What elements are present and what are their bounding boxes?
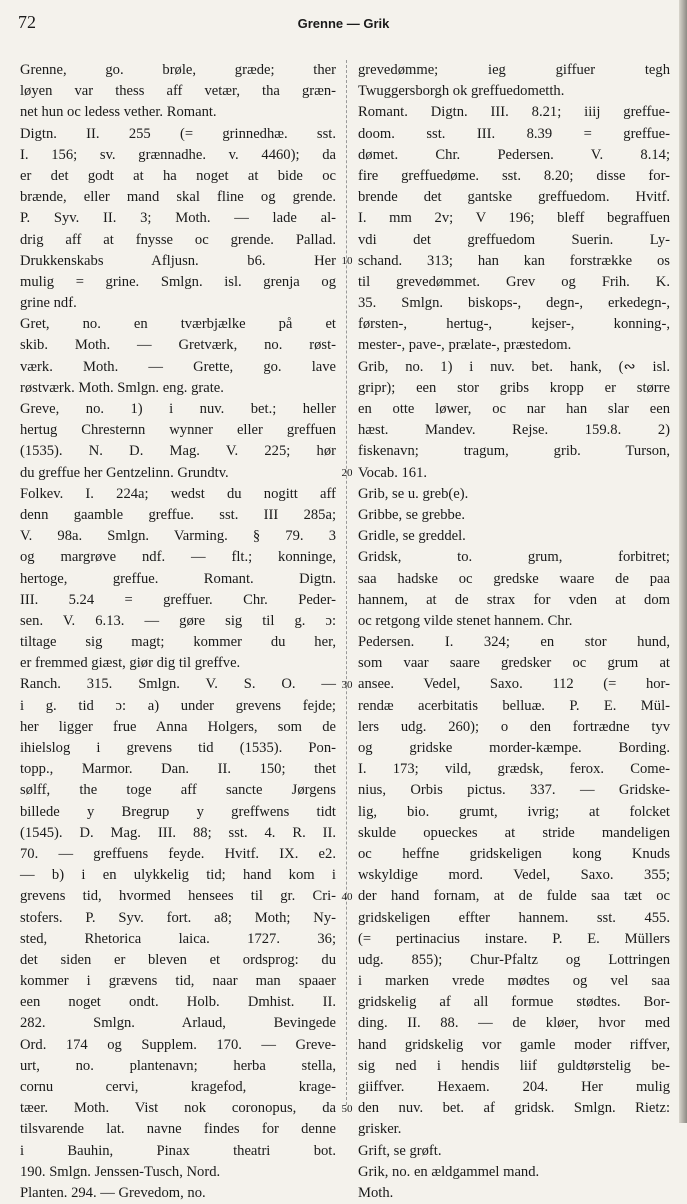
right-column-line: førsten-, hertug-, kejser-, konning-,: [358, 316, 670, 333]
right-column-line: sig ned i hendis liif guldtørstelig be-: [358, 1057, 670, 1074]
right-column-line: gridskelig af all formue stødtes. Bor-: [358, 994, 670, 1011]
right-column-line: schand. 313; han kan forstrække os: [358, 252, 670, 269]
left-column-line: topp., Marmor. Dan. II. 150; thet: [20, 761, 336, 778]
right-column-line: der hand fornam, at de fulde saa tæt oc: [358, 888, 670, 905]
right-column-line: lig, bio. grumt, ivrig; at folcket: [358, 803, 670, 820]
left-column-line: røstværk. Moth. Smlgn. eng. grate.: [20, 379, 224, 396]
right-column-line: I. 173; vild, grædsk, ferox. Come-: [358, 761, 670, 778]
right-column-line: Gribbe, se grebbe.: [358, 506, 465, 523]
left-column-line: tilsvarende lat. navne findes for denne: [20, 1121, 336, 1138]
left-column-line: grevens tid, hvormed hensees til gr. Cri-: [20, 888, 336, 905]
left-column-line: tiltage sig magt; kommer du her,: [20, 634, 336, 651]
left-column-line: kommer i grævens tid, naar man spaaer: [20, 973, 336, 990]
left-column-line: tæer. Moth. Vist nok coronopus, da: [20, 1100, 336, 1117]
line-number: 10: [341, 254, 353, 267]
page-header: [0, 8, 687, 34]
right-column-line: hand gridskelig vor gamle moder riffver,: [358, 1036, 670, 1053]
left-column-line: og margrøve ndf. — flt.; konninge,: [20, 549, 336, 566]
line-number: 20: [341, 466, 353, 479]
right-column-line: den nuv. bet. af gridsk. Smlgn. Rietz:: [358, 1100, 670, 1117]
left-column: [20, 60, 336, 1201]
left-column-line: een noget ondt. Holb. Dmhist. II.: [20, 994, 336, 1011]
right-column-line: ding. II. 88. — de kløer, hvor med: [358, 1015, 670, 1032]
right-column-line: hæst. Mandev. Rejse. 159.8. 2): [358, 422, 670, 439]
left-column-line: P. Syv. II. 3; Moth. — lade al-: [20, 210, 336, 227]
right-column-line: Moth.: [358, 1184, 394, 1201]
right-column-line: (= pertinacius instare. P. E. Müllers: [358, 930, 670, 947]
left-column-line: 70. — greffuens feyde. Hvitf. IX. e2.: [20, 845, 336, 862]
right-column-line: Grik, no. en ældgammel mand.: [358, 1163, 540, 1180]
line-number: 40: [341, 890, 353, 903]
column-divider: [346, 60, 347, 1105]
line-number: 30: [341, 678, 353, 691]
left-column-line: sen. V. 6.13. — gøre sig til g. ɔ:: [20, 612, 336, 629]
left-column-line: — b) i en ulykkelig tid; hand kom i: [20, 867, 336, 884]
left-column-line: 282. Smlgn. Arlaud, Bevingede: [20, 1015, 336, 1032]
left-column-line: billede y Bregrup y greffwens tidt: [20, 803, 336, 820]
page-number: 72: [18, 12, 36, 32]
right-column-line: 35. Smlgn. biskops-, degn-, erkedegn-,: [358, 295, 670, 312]
right-column-line: til grevedømmet. Grev og Frih. K.: [358, 273, 670, 290]
right-column-line: nius, Orbis pictus. 337. — Gridske-: [358, 782, 670, 799]
left-column-line: Folkev. I. 224a; wedst du nogitt aff: [20, 485, 336, 502]
left-column-line: Grenne, go. brøle, græde; ther: [20, 62, 336, 78]
right-column-line: gripr); een stor gribs kropp er større: [358, 379, 670, 396]
left-column-line: her ligger frue Anna Holgers, som de: [20, 718, 336, 735]
right-column-line: Grib, se u. greb(e).: [358, 485, 469, 502]
left-column-line: er det godt at ha noget at bide oc: [20, 167, 336, 184]
left-column-line: er fremmed giæst, giør dig til greffve.: [20, 655, 241, 672]
left-column-line: sølff, the toge aff sancte Jørgens: [20, 782, 336, 799]
right-column-line: lers udg. 260); o den fortrædne tyv: [358, 718, 670, 735]
right-column-line: vdi det greffuedom Suerin. Ly-: [358, 231, 670, 248]
left-column-line: Digtn. II. 255 (= grinnedhæ. sst.: [20, 125, 336, 142]
right-column-line: udg. 855); Chur-Pfaltz og Lottringen: [358, 951, 670, 968]
right-column-line: Grib, no. 1) i nuv. bet. hank, (∾ isl.: [358, 358, 670, 375]
right-column-line: oc heffne gridskeligen kong Knuds: [358, 845, 670, 862]
right-column-line: saa hadske oc gredske waare de paa: [358, 570, 670, 587]
right-column-line: hannem, at de strax for vden at dom: [358, 591, 670, 608]
left-column-line: V. 98a. Smlgn. Varming. § 79. 3: [20, 528, 336, 545]
left-column-line: i Bauhin, Pinax theatri bot.: [20, 1142, 336, 1159]
right-column-line: grisker.: [358, 1121, 402, 1138]
right-column-line: wskyldige mord. Vedel, Saxo. 355;: [358, 867, 670, 884]
right-column-line: en otte løwer, oc nar han slar een: [358, 401, 670, 417]
right-column-line: i marken vrede mødtes og vel saa: [358, 973, 670, 990]
left-column-line: i g. tid ɔ: a) under grevens fejde;: [20, 697, 336, 714]
right-column-line: fire greffuedøme. sst. 8.20; disse for-: [358, 167, 670, 184]
left-column-line: cornu cervi, kragefod, krage-: [20, 1079, 336, 1095]
left-column-line: Planten. 294. — Grevedom, no.: [20, 1184, 206, 1201]
left-column-line: Gret, no. en tværbjælke på et: [20, 316, 336, 333]
left-column-line: Ranch. 315. Smlgn. V. S. O. —: [20, 676, 336, 693]
right-column-line: Romant. Digtn. III. 8.21; iiij greffue-: [358, 104, 670, 121]
left-column-line: brænde, eller mand skal fline og grende.: [20, 189, 336, 206]
right-column-line: doom. sst. III. 8.39 = greffue-: [358, 125, 670, 142]
right-column-line: grevedømme; ieg giffuer tegh: [358, 62, 670, 78]
right-column-line: I. mm 2v; V 196; bleff begraffuen: [358, 210, 670, 227]
left-column-line: ihielslog i grevens tid (1535). Pon-: [20, 740, 336, 756]
left-column-line: grine ndf.: [20, 295, 77, 312]
right-column: [358, 60, 670, 1201]
left-column-line: hertug Chresternn wynner eller greffuen: [20, 422, 336, 439]
line-number: 50: [341, 1102, 353, 1115]
right-column-line: Gridsk, to. grum, forbitret;: [358, 549, 670, 566]
left-column-line: mulig = grine. Smlgn. isl. grenja og: [20, 273, 336, 290]
left-column-line: Greve, no. 1) i nuv. bet.; heller: [20, 401, 336, 417]
left-column-line: hertoge, greffue. Romant. Digtn.: [20, 570, 336, 587]
running-title: Grenne — Grik: [297, 16, 390, 31]
left-column-line: urt, no. plantenavn; herba stella,: [20, 1057, 336, 1074]
left-column-line: drig aff at fnysse oc grende. Pallad.: [20, 231, 336, 248]
right-column-line: Gridle, se greddel.: [358, 528, 466, 545]
left-column-line: stofers. P. Syv. fort. a8; Moth; Ny-: [20, 909, 336, 926]
right-column-line: som vaar saare gredsker oc grum at: [358, 655, 670, 672]
left-column-line: løyen var thess aff vetær, tha græn-: [20, 83, 336, 100]
left-column-line: I. 156; sv. grænnadhe. v. 4460); da: [20, 146, 336, 163]
right-column-line: oc retgong vilde stenet hannem. Chr.: [358, 612, 573, 629]
right-column-line: dømet. Chr. Pedersen. V. 8.14;: [358, 146, 670, 163]
left-column-line: III. 5.24 = greffuer. Chr. Peder-: [20, 591, 336, 608]
right-column-line: ansee. Vedel, Saxo. 112 (= hor-: [358, 676, 670, 693]
left-column-line: denn gaamble greffue. sst. III 285a;: [20, 506, 336, 523]
left-column-line: værk. Moth. — Grette, go. lave: [20, 358, 336, 375]
left-column-line: det siden er bleven et ordsprog: du: [20, 951, 336, 968]
left-column-line: skib. Moth. — Gretværk, no. røst-: [20, 337, 336, 354]
right-column-line: fiskenavn; tragum, grib. Turson,: [358, 443, 670, 460]
right-column-line: Grift, se grøft.: [358, 1142, 442, 1159]
right-column-line: mester-, pave-, prælate-, præstedom.: [358, 337, 572, 354]
right-column-line: Twuggersborgh ok greffuedometth.: [358, 83, 565, 100]
left-column-line: (1545). D. Mag. III. 88; sst. 4. R. II.: [20, 824, 336, 841]
left-column-line: net hun oc ledess vether. Romant.: [20, 104, 217, 121]
left-column-line: Drukkenskabs Afljusn. b6. Her: [20, 252, 336, 269]
right-column-line: giiffver. Hexaem. 204. Her mulig: [358, 1079, 670, 1095]
left-column-line: Ord. 174 og Supplem. 170. — Greve-: [20, 1036, 336, 1053]
right-column-line: skulde opueckes at stride mandeligen: [358, 824, 670, 841]
right-column-line: og gridske morder-kæmpe. Bording.: [358, 740, 670, 756]
left-column-line: du greffue her Gentzelinn. Grundtv.: [20, 464, 229, 481]
left-column-line: 190. Smlgn. Jenssen-Tusch, Nord.: [20, 1163, 221, 1180]
page-edge: [679, 0, 687, 1123]
right-column-line: rendæ acerbitatis belluæ. P. E. Mül-: [358, 697, 670, 714]
left-column-line: sted, Rhetorica laica. 1727. 36;: [20, 930, 336, 947]
right-column-line: gridskeligen effter hannem. sst. 455.: [358, 909, 670, 926]
left-column-line: (1535). N. D. Mag. V. 225; hør: [20, 443, 336, 460]
right-column-line: brende det gantske greffuedom. Hvitf.: [358, 189, 670, 206]
right-column-line: Pedersen. I. 324; en stor hund,: [358, 634, 670, 651]
right-column-line: Vocab. 161.: [358, 464, 428, 481]
